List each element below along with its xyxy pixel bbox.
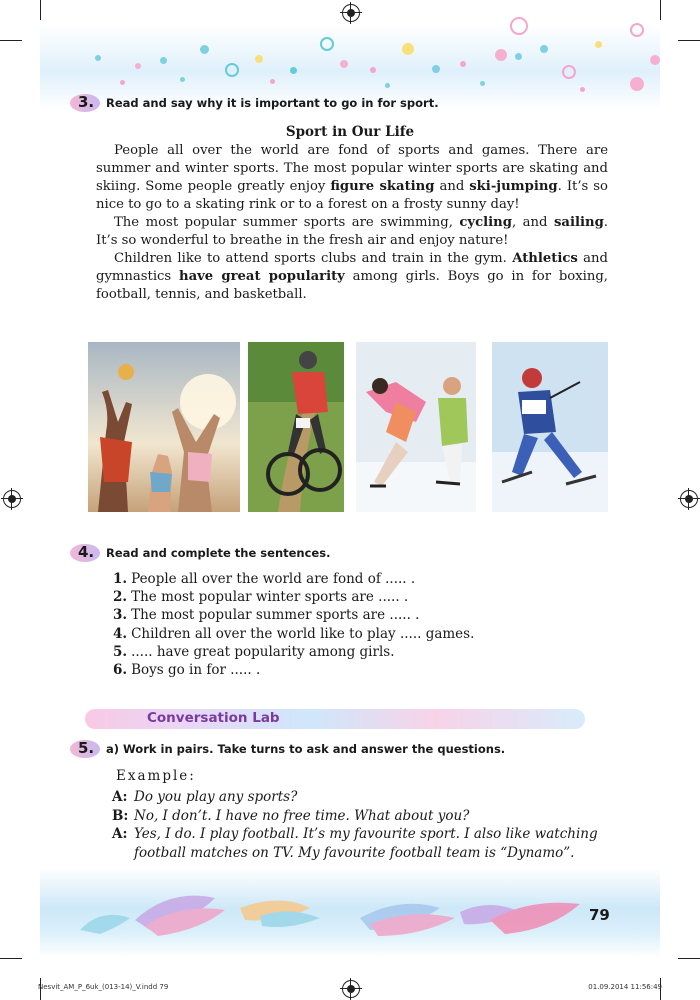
registration-mark-icon xyxy=(680,490,698,508)
dialog-line: A: Yes, I do. I play football. It’s my favourite sport. I also like watching football matches on TV. My favourite football team is “Dynamo”. xyxy=(112,826,598,861)
example-dialog xyxy=(112,788,602,862)
crop-mark xyxy=(40,0,41,20)
beach-volleyball-photo xyxy=(88,342,240,512)
exercise-5-instruction: a) Work in pairs. Take turns to ask and answer the questions. xyxy=(106,742,506,756)
list-item: 5. ..... have great popularity among girls. xyxy=(113,643,395,660)
example-label: Example: xyxy=(116,768,196,784)
text-title: Sport in Our Life xyxy=(285,124,415,140)
photo-strip xyxy=(88,342,608,512)
list-item: 6. Boys go in for ..... . xyxy=(113,662,261,679)
exercise-4-instruction: Read and complete the sentences. xyxy=(106,546,331,560)
crop-mark xyxy=(0,40,22,41)
exercise-number-badge: 5. xyxy=(70,738,100,760)
crop-mark xyxy=(678,958,700,959)
exercise-3-instruction: Read and say why it is important to go in for sport. xyxy=(106,96,439,110)
registration-mark-icon xyxy=(342,980,360,998)
paragraph: People all over the world are fond of sports and games. There are summer and winter sports. The most popular winter sports are skating and skiing. Some people greatly enjoy figure skating and ski-jumping. It’s so nice to go to a skating rink or to a forest on a frosty sunny day! xyxy=(96,143,608,212)
exercise-3-heading xyxy=(70,92,439,114)
dialog-line: A: Do you play any sports? xyxy=(112,789,298,805)
bottom-decorative-band xyxy=(40,868,660,958)
print-footer-left: Nesvit_AM_P_6uk_(013-14)_V.indd 79 xyxy=(38,983,169,991)
list-item: 3. The most popular summer sports are ..... . xyxy=(113,607,420,624)
crop-mark xyxy=(660,0,661,20)
exercise-number-badge: 3. xyxy=(70,92,100,114)
registration-mark-icon xyxy=(3,490,21,508)
paragraph: The most popular summer sports are swimming, cycling, and sailing. It’s so wonderful to breathe in the fresh air and enjoy nature! xyxy=(96,215,608,248)
skiing-photo xyxy=(492,342,608,512)
exercise-5-heading xyxy=(70,738,505,760)
print-footer-right: 01.09.2014 11:56:49 xyxy=(588,983,662,991)
dialog-line: B: No, I don’t. I have no free time. What about you? xyxy=(112,807,470,824)
exercise-number-badge: 4. xyxy=(70,542,100,564)
page-number: 79 xyxy=(589,906,610,924)
crop-mark xyxy=(0,958,22,959)
exercise-4-heading xyxy=(70,542,330,564)
crop-mark xyxy=(678,40,700,41)
conversation-lab-title: Conversation Lab xyxy=(147,710,280,726)
list-item: 4. Children all over the world like to play ..... games. xyxy=(113,625,475,642)
figure-skating-photo xyxy=(356,342,476,512)
list-item: 2. The most popular winter sports are ..... . xyxy=(113,589,409,606)
sentence-list xyxy=(113,570,474,679)
reading-text xyxy=(96,142,608,304)
cycling-photo xyxy=(248,342,344,512)
list-item: 1. People all over the world are fond of ..... . xyxy=(113,571,416,587)
paragraph: Children like to attend sports clubs and train in the gym. Athletics and gymnastics have great popularity among girls. Boys go in for boxing, football, tennis, and basketball. xyxy=(96,251,608,302)
registration-mark-icon xyxy=(342,4,360,22)
